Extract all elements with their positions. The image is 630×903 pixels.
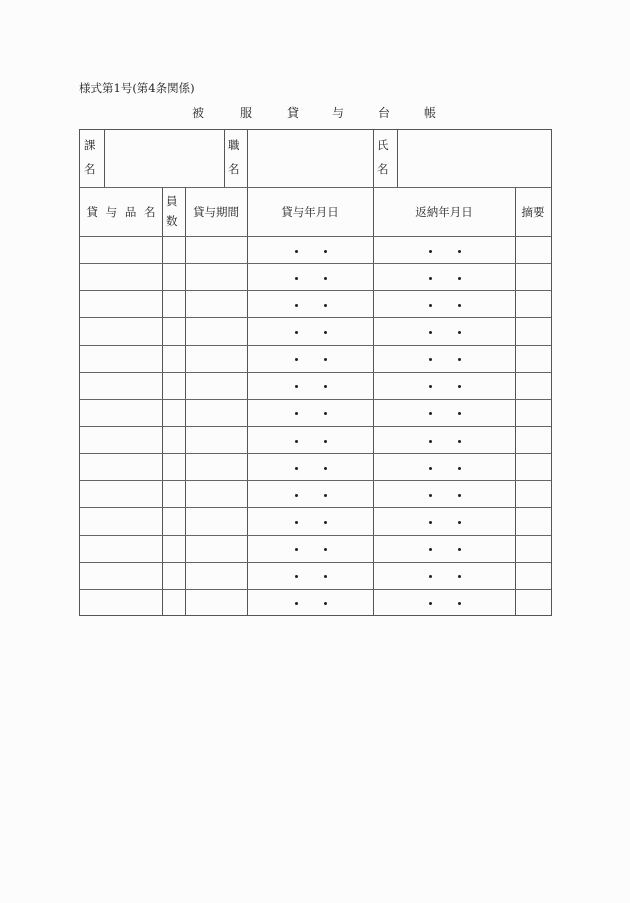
table-row — [80, 291, 551, 318]
date-separator-dot — [295, 548, 298, 551]
date-separator-dot — [324, 467, 327, 470]
item-cell[interactable] — [80, 264, 162, 291]
loan-date-cell[interactable] — [247, 481, 373, 508]
date-separator-dot — [429, 440, 432, 443]
return-date-cell[interactable] — [373, 590, 515, 617]
remarks-cell[interactable] — [515, 318, 551, 345]
date-separator-dot — [295, 440, 298, 443]
loan-date-cell[interactable] — [247, 237, 373, 264]
period-cell[interactable] — [185, 291, 247, 318]
period-cell[interactable] — [185, 508, 247, 535]
date-separator-dot — [429, 250, 432, 253]
name-label: 氏 名 — [377, 138, 389, 176]
date-separator-dot — [429, 467, 432, 470]
period-cell[interactable] — [185, 400, 247, 427]
section-label: 課 名 — [84, 138, 96, 176]
loan-date-cell[interactable] — [247, 400, 373, 427]
return-date-cell[interactable] — [373, 563, 515, 590]
return-date-cell[interactable] — [373, 427, 515, 454]
period-cell[interactable] — [185, 264, 247, 291]
divider — [373, 130, 374, 188]
date-separator-dot — [295, 412, 298, 415]
loan-date-cell[interactable] — [247, 291, 373, 318]
return-date-cell[interactable] — [373, 536, 515, 563]
header-item-name: 貸 与 品 名 — [86, 205, 156, 219]
remarks-cell[interactable] — [515, 346, 551, 373]
count-cell[interactable] — [162, 563, 185, 590]
return-date-cell[interactable] — [373, 400, 515, 427]
date-separator-dot — [324, 440, 327, 443]
date-separator-dot — [458, 304, 461, 307]
date-separator-dot — [458, 277, 461, 280]
loan-date-cell[interactable] — [247, 373, 373, 400]
date-separator-dot — [295, 250, 298, 253]
loan-ledger-table — [79, 129, 552, 616]
item-cell[interactable] — [80, 400, 162, 427]
remarks-cell[interactable] — [515, 400, 551, 427]
period-cell[interactable] — [185, 454, 247, 481]
item-cell[interactable] — [80, 291, 162, 318]
form-number-label: 様式第1号(第4条関係) — [79, 81, 195, 95]
date-separator-dot — [295, 575, 298, 578]
date-separator-dot — [324, 602, 327, 605]
date-separator-dot — [458, 494, 461, 497]
date-separator-dot — [324, 385, 327, 388]
header-return-date: 返納年月日 — [415, 205, 473, 219]
period-cell[interactable] — [185, 481, 247, 508]
item-cell[interactable] — [80, 536, 162, 563]
count-cell[interactable] — [162, 536, 185, 563]
date-separator-dot — [295, 304, 298, 307]
date-separator-dot — [429, 412, 432, 415]
section-input[interactable] — [105, 130, 224, 187]
date-separator-dot — [458, 412, 461, 415]
date-separator-dot — [324, 331, 327, 334]
position-input[interactable] — [248, 130, 373, 187]
return-date-cell[interactable] — [373, 454, 515, 481]
table-row — [80, 536, 551, 563]
date-separator-dot — [458, 440, 461, 443]
count-cell[interactable] — [162, 264, 185, 291]
count-cell[interactable] — [162, 508, 185, 535]
return-date-cell[interactable] — [373, 508, 515, 535]
count-cell[interactable] — [162, 318, 185, 345]
loan-date-cell[interactable] — [247, 427, 373, 454]
date-separator-dot — [429, 385, 432, 388]
remarks-cell[interactable] — [515, 291, 551, 318]
remarks-cell[interactable] — [515, 508, 551, 535]
date-separator-dot — [324, 304, 327, 307]
date-separator-dot — [429, 494, 432, 497]
title-char: 帳 — [424, 106, 437, 120]
return-date-cell[interactable] — [373, 481, 515, 508]
loan-date-cell[interactable] — [247, 318, 373, 345]
date-separator-dot — [458, 250, 461, 253]
date-separator-dot — [458, 331, 461, 334]
count-cell[interactable] — [162, 237, 185, 264]
period-cell[interactable] — [185, 373, 247, 400]
date-separator-dot — [324, 521, 327, 524]
item-cell[interactable] — [80, 427, 162, 454]
date-separator-dot — [458, 385, 461, 388]
date-separator-dot — [295, 385, 298, 388]
date-separator-dot — [429, 548, 432, 551]
table-row — [80, 373, 551, 400]
count-cell[interactable] — [162, 454, 185, 481]
return-date-cell[interactable] — [373, 237, 515, 264]
date-separator-dot — [295, 277, 298, 280]
name-input[interactable] — [398, 130, 551, 187]
date-separator-dot — [324, 494, 327, 497]
table-row — [80, 454, 551, 481]
header-loan-date: 貸与年月日 — [281, 205, 339, 219]
loan-date-cell[interactable] — [247, 346, 373, 373]
return-date-cell[interactable] — [373, 291, 515, 318]
loan-date-cell[interactable] — [247, 454, 373, 481]
title-char: 台 — [378, 106, 391, 120]
period-cell[interactable] — [185, 590, 247, 617]
table-row — [80, 508, 551, 535]
date-separator-dot — [429, 304, 432, 307]
remarks-cell[interactable] — [515, 590, 551, 617]
date-separator-dot — [295, 467, 298, 470]
date-separator-dot — [324, 277, 327, 280]
table-row — [80, 237, 551, 264]
remarks-cell[interactable] — [515, 481, 551, 508]
loan-date-cell[interactable] — [247, 563, 373, 590]
date-separator-dot — [295, 358, 298, 361]
count-cell[interactable] — [162, 400, 185, 427]
date-separator-dot — [295, 494, 298, 497]
date-separator-dot — [429, 602, 432, 605]
date-separator-dot — [324, 250, 327, 253]
loan-date-cell[interactable] — [247, 590, 373, 617]
table-row — [80, 318, 551, 345]
period-cell[interactable] — [185, 427, 247, 454]
count-cell[interactable] — [162, 346, 185, 373]
count-cell[interactable] — [162, 590, 185, 617]
divider — [224, 130, 225, 188]
divider — [80, 187, 551, 188]
period-cell[interactable] — [185, 318, 247, 345]
date-separator-dot — [429, 575, 432, 578]
item-cell[interactable] — [80, 563, 162, 590]
loan-date-cell[interactable] — [247, 536, 373, 563]
return-date-cell[interactable] — [373, 346, 515, 373]
title-char: 貸 — [287, 106, 300, 120]
table-row — [80, 264, 551, 291]
remarks-cell[interactable] — [515, 563, 551, 590]
date-separator-dot — [324, 575, 327, 578]
date-separator-dot — [458, 521, 461, 524]
item-cell[interactable] — [80, 508, 162, 535]
loan-date-cell[interactable] — [247, 264, 373, 291]
return-date-cell[interactable] — [373, 318, 515, 345]
count-cell[interactable] — [162, 481, 185, 508]
item-cell[interactable] — [80, 318, 162, 345]
remarks-cell[interactable] — [515, 373, 551, 400]
date-separator-dot — [429, 277, 432, 280]
date-separator-dot — [458, 548, 461, 551]
return-date-cell[interactable] — [373, 264, 515, 291]
date-separator-dot — [458, 575, 461, 578]
remarks-cell[interactable] — [515, 536, 551, 563]
header-count: 員 数 — [166, 194, 178, 228]
item-cell[interactable] — [80, 237, 162, 264]
item-cell[interactable] — [80, 590, 162, 617]
item-cell[interactable] — [80, 346, 162, 373]
title-char: 被 — [192, 106, 205, 120]
table-row — [80, 590, 551, 617]
remarks-cell[interactable] — [515, 237, 551, 264]
loan-date-cell[interactable] — [247, 508, 373, 535]
table-row — [80, 481, 551, 508]
title-char: 与 — [332, 106, 345, 120]
date-separator-dot — [295, 521, 298, 524]
period-cell[interactable] — [185, 346, 247, 373]
date-separator-dot — [324, 358, 327, 361]
header-period: 貸与期間 — [193, 205, 239, 219]
table-row — [80, 427, 551, 454]
date-separator-dot — [429, 358, 432, 361]
header-remarks: 摘要 — [521, 205, 545, 219]
count-cell[interactable] — [162, 373, 185, 400]
remarks-cell[interactable] — [515, 264, 551, 291]
remarks-cell[interactable] — [515, 454, 551, 481]
title-char: 服 — [240, 106, 253, 120]
item-cell[interactable] — [80, 454, 162, 481]
position-label: 職 名 — [228, 138, 240, 176]
date-separator-dot — [458, 467, 461, 470]
table-row — [80, 563, 551, 590]
count-cell[interactable] — [162, 427, 185, 454]
count-cell[interactable] — [162, 291, 185, 318]
date-separator-dot — [324, 412, 327, 415]
period-cell[interactable] — [185, 563, 247, 590]
date-separator-dot — [295, 602, 298, 605]
return-date-cell[interactable] — [373, 373, 515, 400]
date-separator-dot — [295, 331, 298, 334]
item-cell[interactable] — [80, 373, 162, 400]
date-separator-dot — [429, 521, 432, 524]
period-cell[interactable] — [185, 237, 247, 264]
date-separator-dot — [429, 331, 432, 334]
table-row — [80, 346, 551, 373]
remarks-cell[interactable] — [515, 427, 551, 454]
period-cell[interactable] — [185, 536, 247, 563]
date-separator-dot — [458, 602, 461, 605]
date-separator-dot — [458, 358, 461, 361]
table-row — [80, 400, 551, 427]
item-cell[interactable] — [80, 481, 162, 508]
date-separator-dot — [324, 548, 327, 551]
